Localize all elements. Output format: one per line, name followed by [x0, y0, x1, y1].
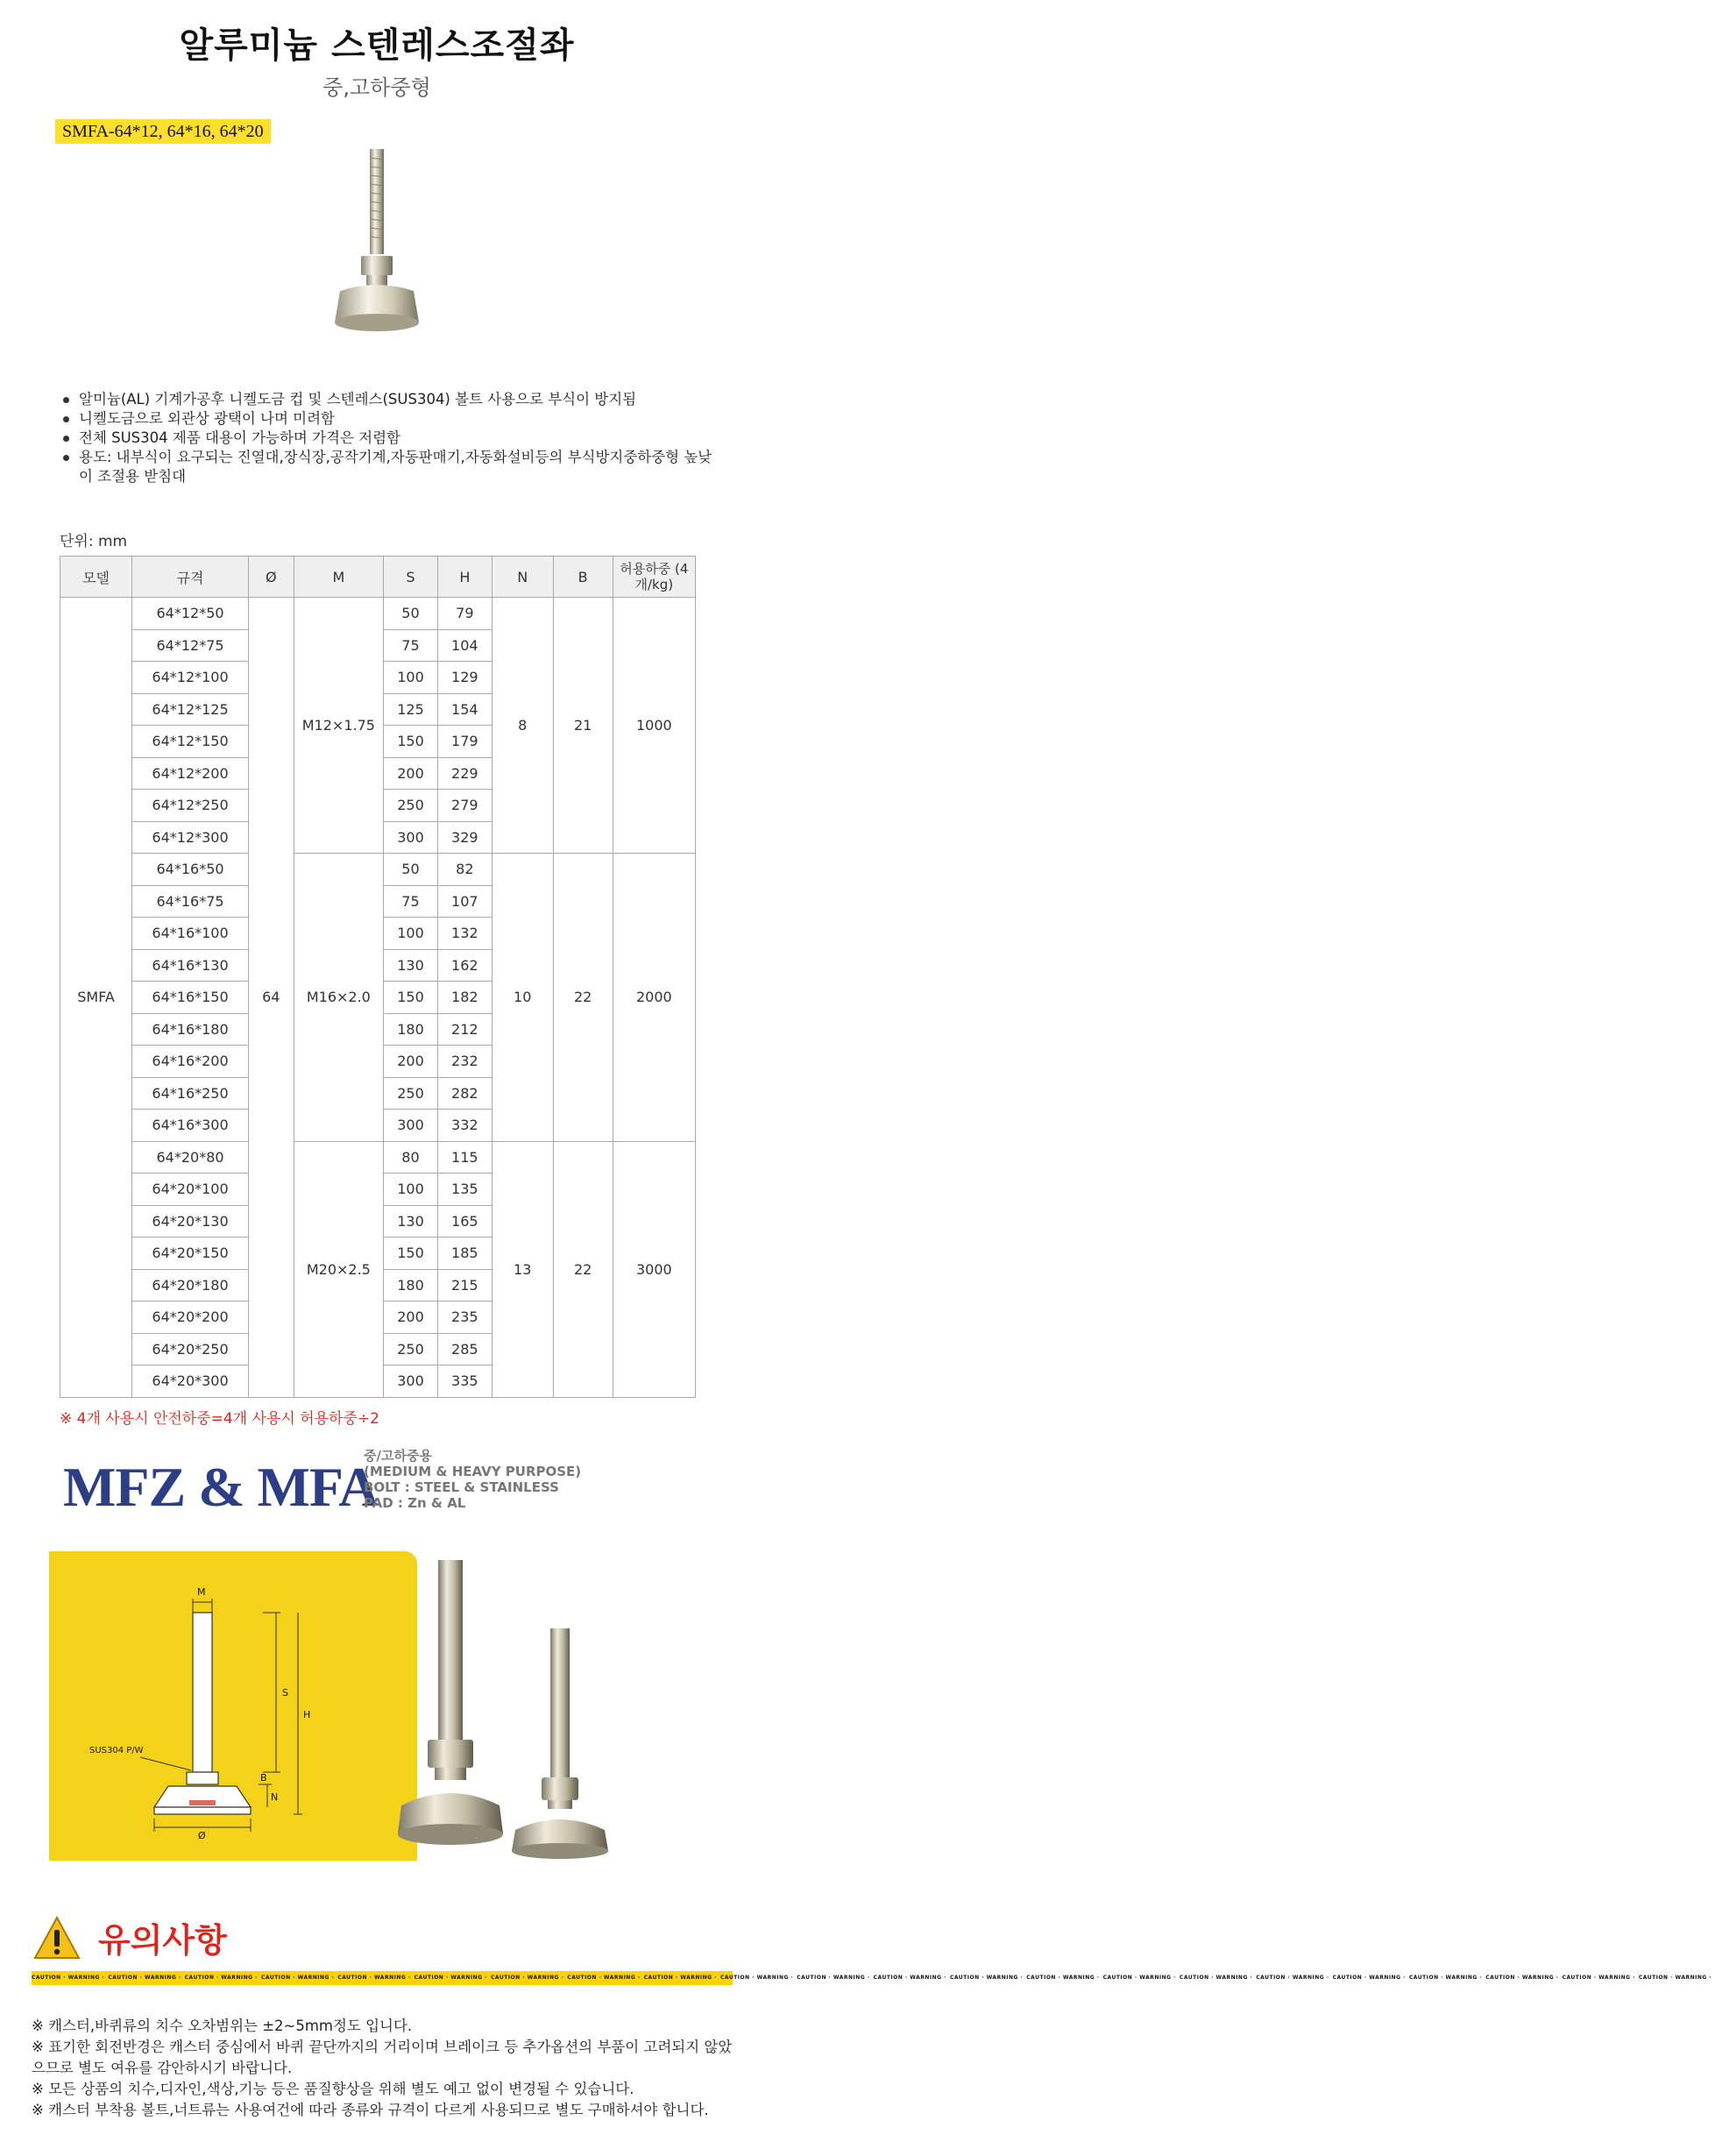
- cell-h: 107: [437, 885, 492, 918]
- col-header-m: M: [294, 557, 383, 598]
- cell-h: 335: [437, 1365, 492, 1398]
- dim-label-s: S: [282, 1687, 288, 1699]
- series-desc-line: 중/고하중용: [364, 1448, 432, 1464]
- cell-s: 150: [384, 1238, 438, 1270]
- feature-item: 알미늄(AL) 기계가공후 니켈도금 컵 및 스텐레스(SUS304) 볼트 사용으로 부식이 방지됨: [60, 390, 726, 409]
- table-row: [60, 1141, 696, 1174]
- caution-strip-word: CAUTION · WARNING ·: [1562, 1975, 1635, 1981]
- cell-s: 180: [384, 1269, 438, 1301]
- cell-h: 329: [437, 821, 492, 854]
- cell-s: 250: [384, 1333, 438, 1365]
- cell-spec: 64*12*150: [132, 726, 249, 758]
- cell-spec: 64*20*300: [132, 1365, 249, 1398]
- cell-s: 130: [384, 949, 438, 982]
- col-header-h: H: [437, 557, 492, 598]
- dim-label-n: N: [271, 1791, 279, 1803]
- cell-b: 21: [553, 598, 613, 854]
- cell-spec: 64*16*150: [132, 982, 249, 1014]
- cell-h: 229: [437, 757, 492, 790]
- cell-s: 300: [384, 821, 438, 854]
- cell-spec: 64*20*100: [132, 1174, 249, 1206]
- caution-strip-word: CAUTION · WARNING ·: [873, 1975, 946, 1981]
- series-desc-line: BOLT : STEEL & STAINLESS: [364, 1479, 559, 1495]
- caution-strip-word: CAUTION · WARNING ·: [337, 1975, 411, 1981]
- caution-note: ※ 캐스터 부착용 볼트,너트류는 사용여건에 따라 종류와 규격이 다르게 사용되므로 별도 구매하셔야 합니다.: [32, 2102, 709, 2118]
- dim-label-h: H: [303, 1709, 311, 1720]
- series-title: MFZ & MFA: [63, 1456, 379, 1518]
- caution-strip-word: CAUTION · WARNING ·: [1485, 1975, 1559, 1981]
- caution-strip-word: CAUTION · WARNING ·: [1638, 1975, 1712, 1981]
- feature-item: 전체 SUS304 제품 대용이 가능하며 가격은 저렴함: [60, 429, 726, 448]
- cell-load: 3000: [613, 1141, 695, 1397]
- caution-strip-word: CAUTION · WARNING ·: [260, 1975, 335, 1981]
- cell-spec: 64*12*250: [132, 790, 249, 822]
- caution-strip-word: CAUTION · WARNING ·: [1408, 1975, 1483, 1981]
- cell-h: 235: [437, 1301, 492, 1334]
- cell-s: 100: [384, 1174, 438, 1206]
- cell-spec: 64*12*100: [132, 662, 249, 694]
- spec-table-body: [60, 598, 696, 1398]
- cell-s: 300: [384, 1110, 438, 1142]
- cell-spec: 64*20*130: [132, 1205, 249, 1238]
- table-row: [60, 854, 696, 886]
- caution-strip-word: CAUTION · WARNING ·: [719, 1975, 794, 1981]
- feature-list: [60, 390, 726, 486]
- cell-s: 130: [384, 1205, 438, 1238]
- caution-strip-word: CAUTION · WARNING ·: [643, 1975, 717, 1981]
- cell-model: SMFA: [60, 598, 132, 1398]
- cell-m: M12×1.75: [294, 598, 383, 854]
- cell-h: 285: [437, 1333, 492, 1365]
- cell-h: 135: [437, 1174, 492, 1206]
- cell-n: 10: [492, 854, 553, 1142]
- caution-strip-word: CAUTION · WARNING ·: [1256, 1975, 1329, 1981]
- cell-load: 2000: [613, 854, 695, 1142]
- series-desc-line: (MEDIUM & HEAVY PURPOSE): [364, 1464, 582, 1479]
- cell-s: 150: [384, 982, 438, 1014]
- cell-h: 104: [437, 629, 492, 662]
- cell-b: 22: [553, 854, 613, 1142]
- caution-strip-word: CAUTION · WARNING ·: [797, 1975, 870, 1981]
- cell-s: 125: [384, 693, 438, 726]
- table-note: ※ 4개 사용시 안전하중=4개 사용시 허용하중÷2: [60, 1410, 379, 1428]
- caution-strip-word: CAUTION · WARNING ·: [1102, 1975, 1176, 1981]
- table-row: [60, 598, 696, 630]
- cell-spec: 64*12*300: [132, 821, 249, 854]
- feature-item: 니켈도금으로 외관상 광택이 나며 미려함: [60, 409, 726, 429]
- cell-spec: 64*16*100: [132, 918, 249, 950]
- unit-label: 단위: mm: [60, 533, 128, 550]
- cell-h: 279: [437, 790, 492, 822]
- caution-strip-word: CAUTION · WARNING ·: [567, 1975, 641, 1981]
- caution-strip-word: CAUTION · WARNING ·: [414, 1975, 487, 1981]
- cell-b: 22: [553, 1141, 613, 1397]
- cell-h: 115: [437, 1141, 492, 1174]
- dim-label-b: B: [260, 1772, 267, 1784]
- caution-strip-word: CAUTION · WARNING ·: [1179, 1975, 1253, 1981]
- material-callout: SUS304 P/W: [89, 1746, 144, 1755]
- cell-spec: 64*20*80: [132, 1141, 249, 1174]
- product-image-leveling-foot: [263, 96, 491, 359]
- cell-s: 50: [384, 598, 438, 630]
- dim-label-diameter: Ø: [198, 1830, 206, 1841]
- cell-spec: 64*16*50: [132, 854, 249, 886]
- cell-spec: 64*20*200: [132, 1301, 249, 1334]
- cell-n: 13: [492, 1141, 553, 1397]
- cell-spec: 64*16*75: [132, 885, 249, 918]
- cell-spec: 64*12*200: [132, 757, 249, 790]
- dim-label-m: M: [197, 1586, 206, 1598]
- model-tag: SMFA-64*12, 64*16, 64*20: [55, 119, 271, 144]
- caution-strip-word: CAUTION · WARNING ·: [490, 1975, 564, 1981]
- feature-item: 용도: 내부식이 요구되는 진열대,장식장,공작기계,자동판매기,자동화설비등의 부식방지중하중형 높낮이 조절용 받침대: [60, 448, 726, 486]
- col-header-s: S: [384, 557, 438, 598]
- caution-title: 유의사항: [98, 1921, 227, 1960]
- table-header-row: [60, 557, 696, 598]
- caution-strip-word: CAUTION · WARNING ·: [949, 1975, 1024, 1981]
- spec-table: [60, 556, 696, 1398]
- cell-s: 200: [384, 1046, 438, 1078]
- col-header-n: N: [492, 557, 553, 598]
- caution-strip-word: CAUTION · WARNING ·: [108, 1975, 181, 1981]
- cell-h: 282: [437, 1077, 492, 1110]
- cell-h: 82: [437, 854, 492, 886]
- cell-s: 180: [384, 1013, 438, 1046]
- cell-h: 185: [437, 1238, 492, 1270]
- page-subtitle: 중,고하중형: [322, 75, 431, 100]
- cell-s: 250: [384, 1077, 438, 1110]
- page-title: 알루미늄 스텐레스조절좌: [179, 25, 575, 66]
- series-desc-line: PAD : Zn & AL: [364, 1495, 466, 1511]
- caution-note: ※ 표기한 회전반경은 캐스터 중심에서 바퀴 끝단까지의 거리이며 브레이크 등 추가옵션의 부품이 고려되지 않았으므로 별도 여유를 감안하시기 바랍니다.: [32, 2039, 733, 2076]
- caution-note: ※ 캐스터,바퀴류의 치수 오차범위는 ±2~5mm정도 입니다.: [32, 2018, 413, 2034]
- cell-h: 79: [437, 598, 492, 630]
- warning-icon: [33, 1915, 81, 1961]
- cell-s: 50: [384, 854, 438, 886]
- cell-s: 200: [384, 1301, 438, 1334]
- cell-diameter: 64: [248, 598, 294, 1398]
- caution-strip: [32, 1971, 1712, 1985]
- cell-spec: 64*20*150: [132, 1238, 249, 1270]
- cell-s: 250: [384, 790, 438, 822]
- cell-h: 179: [437, 726, 492, 758]
- cell-s: 200: [384, 757, 438, 790]
- caution-strip-word: CAUTION · WARNING ·: [32, 1975, 105, 1981]
- cell-h: 212: [437, 1013, 492, 1046]
- caution-strip-word: CAUTION · WARNING ·: [1332, 1975, 1406, 1981]
- cell-spec: 64*16*300: [132, 1110, 249, 1142]
- cell-spec: 64*20*250: [132, 1333, 249, 1365]
- col-header-diameter: Ø: [248, 557, 294, 598]
- cell-h: 232: [437, 1046, 492, 1078]
- cell-s: 75: [384, 629, 438, 662]
- cell-load: 1000: [613, 598, 695, 854]
- caution-strip-word: CAUTION · WARNING ·: [184, 1975, 258, 1981]
- col-header-spec: 규격: [132, 557, 249, 598]
- cell-spec: 64*12*50: [132, 598, 249, 630]
- cell-s: 100: [384, 662, 438, 694]
- cell-spec: 64*16*180: [132, 1013, 249, 1046]
- cell-spec: 64*20*180: [132, 1269, 249, 1301]
- cell-h: 165: [437, 1205, 492, 1238]
- col-header-load: 허용하중 (4개/kg): [613, 557, 695, 598]
- cell-s: 300: [384, 1365, 438, 1398]
- col-header-b: B: [553, 557, 613, 598]
- cell-spec: 64*12*75: [132, 629, 249, 662]
- cell-h: 332: [437, 1110, 492, 1142]
- cell-m: M16×2.0: [294, 854, 383, 1142]
- caution-note: ※ 모든 상품의 치수,디자인,색상,기능 등은 품질향상을 위해 별도 예고 없이 변경될 수 있습니다.: [32, 2081, 634, 2097]
- cell-h: 132: [437, 918, 492, 950]
- cell-spec: 64*12*125: [132, 693, 249, 726]
- caution-strip-word: CAUTION · WARNING ·: [1026, 1975, 1100, 1981]
- cell-h: 215: [437, 1269, 492, 1301]
- cell-h: 154: [437, 693, 492, 726]
- dimension-drawing: [88, 1578, 403, 1840]
- cell-h: 182: [437, 982, 492, 1014]
- drawing-panel-tab: [49, 1551, 417, 1564]
- caution-notes: [32, 2016, 733, 2121]
- cell-h: 162: [437, 949, 492, 982]
- cell-s: 80: [384, 1141, 438, 1174]
- cell-m: M20×2.5: [294, 1141, 383, 1397]
- cell-s: 75: [384, 885, 438, 918]
- cell-n: 8: [492, 598, 553, 854]
- cell-s: 150: [384, 726, 438, 758]
- cell-s: 100: [384, 918, 438, 950]
- series-description: [364, 1448, 581, 1511]
- cell-spec: 64*16*250: [132, 1077, 249, 1110]
- cell-spec: 64*16*130: [132, 949, 249, 982]
- col-header-model: 모델: [60, 557, 132, 598]
- cell-h: 129: [437, 662, 492, 694]
- product-photo-two-feet: [394, 1551, 684, 1867]
- cell-spec: 64*16*200: [132, 1046, 249, 1078]
